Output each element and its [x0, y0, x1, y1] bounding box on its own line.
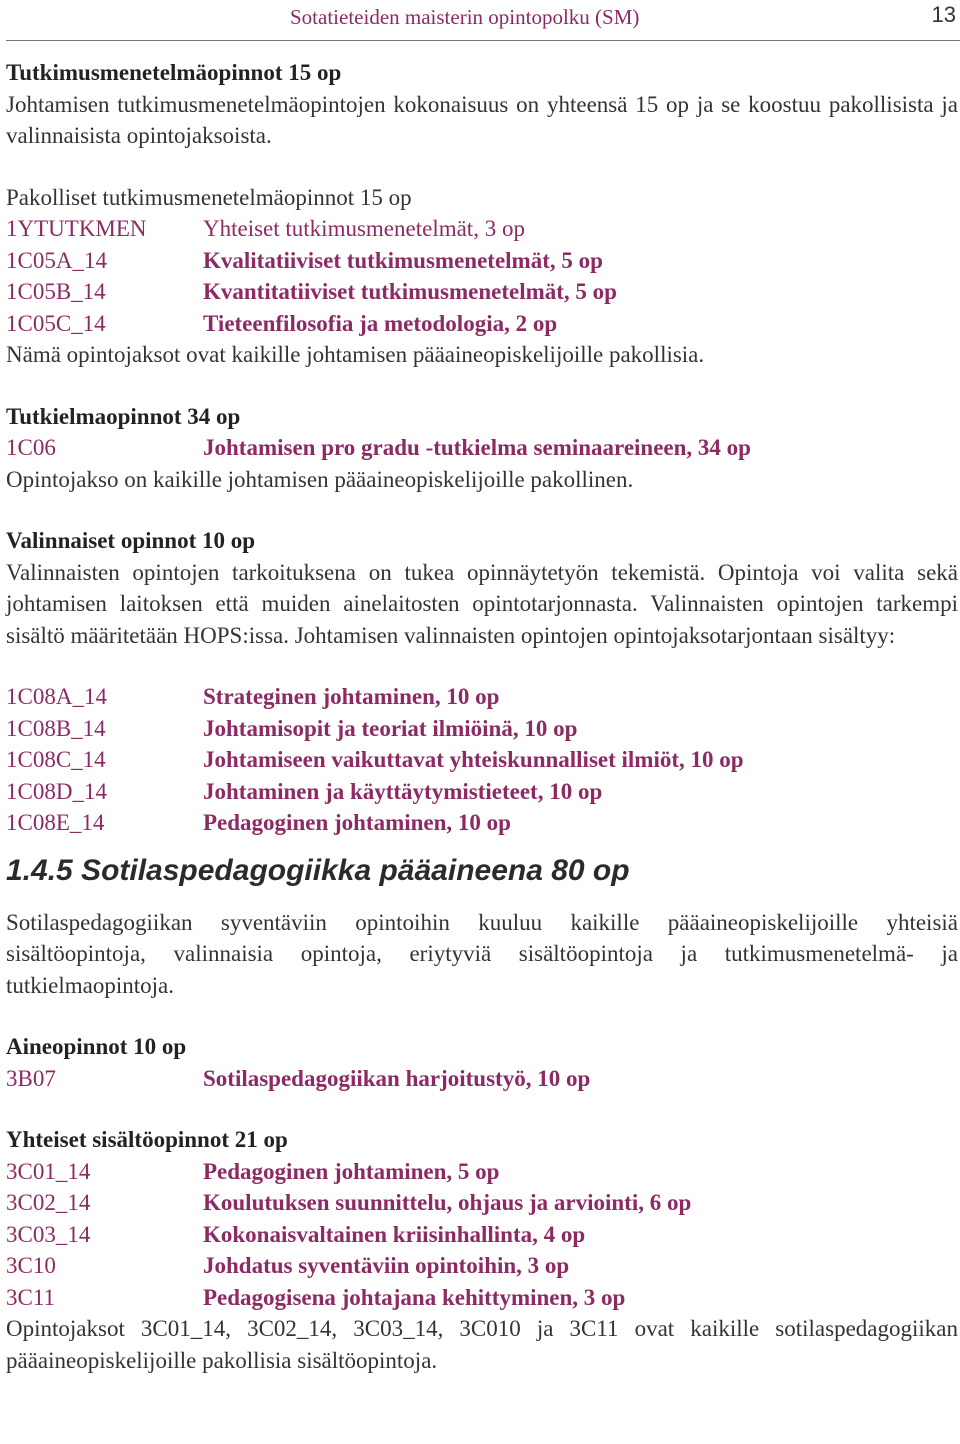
header-divider	[6, 40, 960, 41]
course-code: 1C08B_14	[6, 715, 106, 741]
course-name: Johtamisen pro gradu -tutkielma seminaareineen, 34 op	[203, 435, 751, 460]
course-code: 1C06	[6, 435, 56, 460]
page-header	[0, 0, 960, 44]
mandatory-methods-heading: Pakolliset tutkimusmenetelmäopinnot 15 op	[6, 184, 412, 210]
course-row	[6, 713, 958, 745]
course-row	[6, 432, 958, 464]
optional-text: Valinnaisten opintojen tarkoituksena on tukea opinnäytetyön tekemistä. Opintoja voi valita sekä johtamisen laitoksen että muiden ainelaitosten opintotarjonnasta. Valinnaisten opintojen tarkempi sisältö määritetään HOPS:issa. Johtamisen valinnaisten opintojen opintojaksotarjontaan sisältyy:	[6, 559, 958, 648]
page-number: 13	[931, 2, 956, 27]
course-name: Pedagoginen johtaminen, 5 op	[203, 1158, 500, 1184]
course-row	[6, 776, 958, 808]
course-name: Tieteenfilosofia ja metodologia, 2 op	[203, 310, 558, 336]
course-code: 3C03_14	[6, 1221, 91, 1247]
running-header-title: Sotatieteiden maisterin opintopolku (SM)	[290, 5, 640, 29]
course-code: 1C08A_14	[6, 684, 107, 709]
course-name: Strateginen johtaminen, 10 op	[203, 684, 500, 709]
course-code: 3C02_14	[6, 1190, 91, 1215]
course-code: 1C08E_14	[6, 810, 105, 835]
course-code: 1C08D_14	[6, 778, 107, 804]
course-row	[6, 807, 958, 839]
course-name: Johtamiseen vaikuttavat yhteiskunnalliset ilmiöt, 10 op	[203, 747, 744, 772]
course-code: 3C10	[6, 1253, 56, 1278]
research-methods-intro: Johtamisen tutkimusmenetelmäopintojen kokonaisuus on yhteensä 15 op ja se koostuu pakollisista ja valinnaisista opintojaksoista.	[6, 91, 958, 148]
course-row	[6, 1282, 958, 1314]
thesis-note: Opintojakso on kaikille johtamisen pääaineopiskelijoille pakollinen.	[6, 466, 634, 492]
course-row	[6, 245, 958, 277]
course-row	[6, 681, 958, 713]
course-code: 3C01_14	[6, 1158, 91, 1184]
chapter-intro: Sotilaspedagogiikan syventäviin opintoihin kuuluu kaikille pääaineopiskelijoille yhteisiä sisältöopintoja, valinnaisia opintoja, eriytyviä sisältöopintoja ja tutkimusmenetelmä- ja tutkielmaopintoja.	[6, 909, 958, 998]
mandatory-methods-note: Nämä opintojaksot ovat kaikille johtamisen pääaineopiskelijoille pakollisia.	[6, 342, 705, 367]
course-code: 1YTUTKMEN	[6, 216, 147, 241]
course-code: 1C05B_14	[6, 279, 106, 304]
optional-heading: Valinnaiset opinnot 10 op	[6, 528, 256, 553]
course-code: 3C11	[6, 1284, 55, 1310]
chapter-title: 1.4.5 Sotilaspedagogiikka pääaineena 80 op	[6, 853, 630, 887]
course-row	[6, 1063, 958, 1095]
course-row	[6, 1156, 958, 1188]
course-name: Pedagoginen johtaminen, 10 op	[203, 810, 511, 835]
course-code: 1C08C_14	[6, 747, 106, 772]
course-row	[6, 1250, 958, 1282]
course-name: Kvalitatiiviset tutkimusmenetelmät, 5 op	[203, 247, 603, 273]
course-name: Johtamisopit ja teoriat ilmiöinä, 10 op	[203, 715, 578, 741]
research-methods-heading: Tutkimusmenetelmäopinnot 15 op	[6, 60, 342, 85]
course-row	[6, 276, 958, 308]
common-content-note: Opintojaksot 3C01_14, 3C02_14, 3C03_14, 3C010 ja 3C11 ovat kaikille sotilaspedagogiikan pääaineopiskelijoille pakollisia sisältöopintoja.	[6, 1316, 958, 1373]
course-name: Koulutuksen suunnittelu, ohjaus ja arviointi, 6 op	[203, 1190, 692, 1215]
basic-studies-heading: Aineopinnot 10 op	[6, 1034, 187, 1059]
thesis-heading: Tutkielmaopinnot 34 op	[6, 403, 241, 429]
course-name: Sotilaspedagogiikan harjoitustyö, 10 op	[203, 1065, 591, 1091]
course-name: Kokonaisvaltainen kriisinhallinta, 4 op	[203, 1221, 586, 1247]
course-code: 1C05C_14	[6, 310, 106, 336]
course-name: Johdatus syventäviin opintoihin, 3 op	[203, 1253, 570, 1278]
course-row	[6, 1219, 958, 1251]
course-code: 3B07	[6, 1065, 56, 1091]
course-row	[6, 213, 958, 245]
page-content	[6, 57, 958, 1376]
course-row	[6, 1187, 958, 1219]
course-name: Pedagogisena johtajana kehittyminen, 3 op	[203, 1284, 626, 1310]
course-name: Yhteiset tutkimusmenetelmät, 3 op	[203, 216, 525, 241]
common-content-heading: Yhteiset sisältöopinnot 21 op	[6, 1127, 288, 1152]
course-row	[6, 744, 958, 776]
course-code: 1C05A_14	[6, 247, 107, 273]
course-name: Johtaminen ja käyttäytymistieteet, 10 op	[203, 778, 603, 804]
course-name: Kvantitatiiviset tutkimusmenetelmät, 5 op	[203, 279, 617, 304]
course-row	[6, 308, 958, 340]
